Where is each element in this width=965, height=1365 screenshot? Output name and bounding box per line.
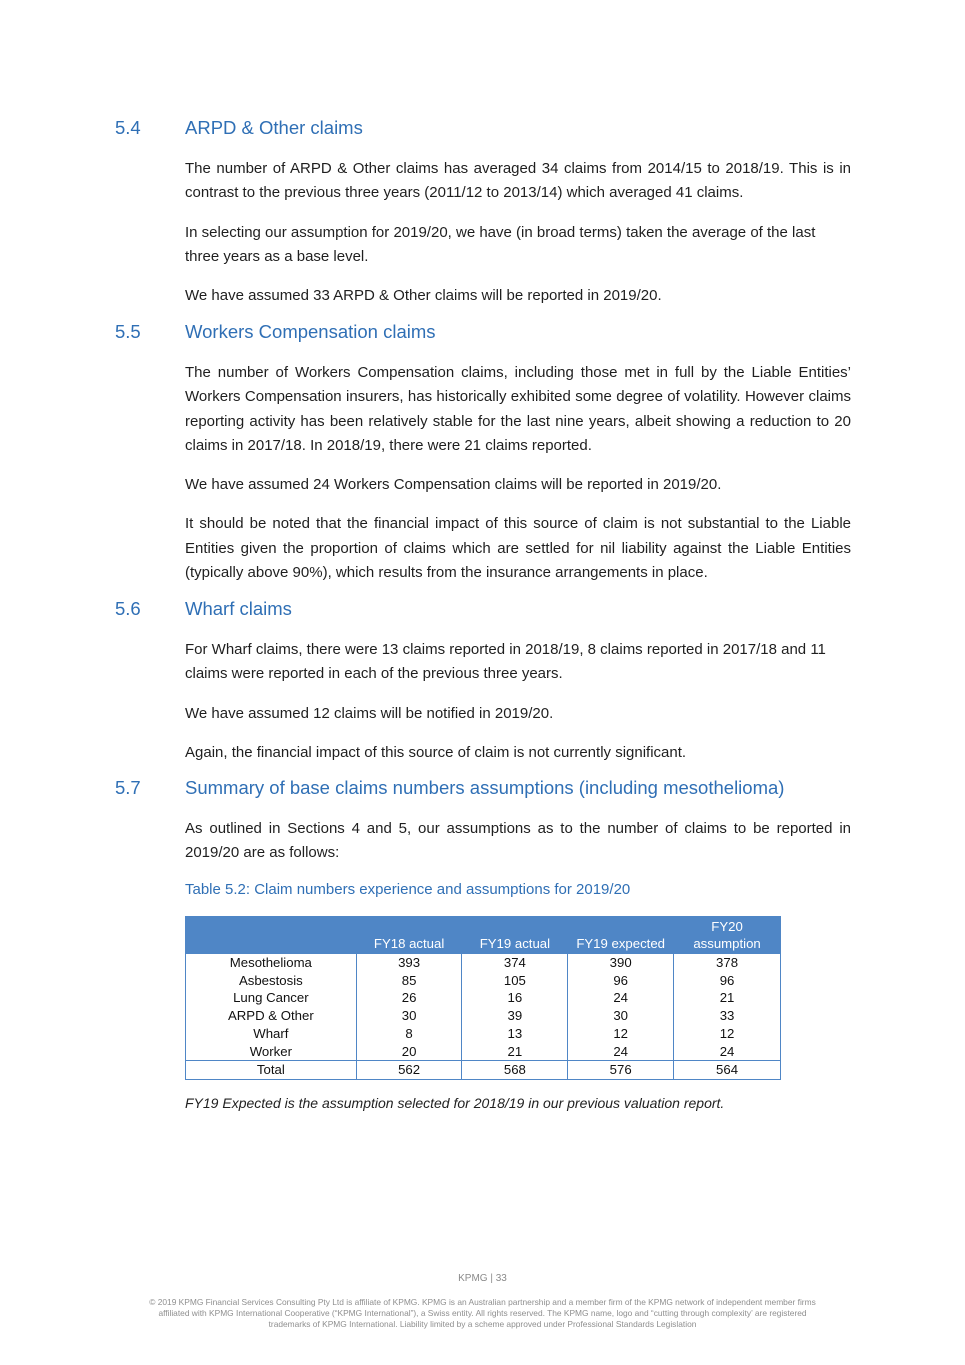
section-title: ARPD & Other claims bbox=[185, 117, 363, 138]
section-number: 5.7 bbox=[115, 777, 141, 798]
paragraph: We have assumed 33 ARPD & Other claims will be reported in 2019/20. bbox=[185, 287, 662, 305]
table-row bbox=[186, 1007, 781, 1025]
paragraph: Again, the financial impact of this source of claim is not currently significant. bbox=[185, 743, 687, 761]
copyright-notice bbox=[110, 1297, 855, 1331]
cell: 24 bbox=[674, 1043, 781, 1061]
cell: 26 bbox=[356, 989, 462, 1007]
section-heading bbox=[0, 321, 965, 347]
section-5-4 bbox=[0, 117, 965, 323]
section-5-6 bbox=[0, 598, 965, 780]
paragraph: The number of ARPD & Other claims has averaged 34 claims from 2014/15 to 2018/19. This is in contrast to the previous three years (2011/12 to 2013/14) which averaged 41 claims. bbox=[185, 160, 851, 202]
paragraph: As outlined in Sections 4 and 5, our assumptions as to the number of claims to be reported in 2019/20 are as follows: bbox=[185, 820, 851, 862]
cell: 390 bbox=[568, 954, 674, 972]
header-cell-category bbox=[186, 916, 357, 954]
copyright-line: affiliated with KPMG International Cooperative (“KPMG International”), a Swiss entity. All rights reserved. The KPMG name, logo and “cutting through complexity’ are registered bbox=[158, 1308, 807, 1319]
cell: 21 bbox=[462, 1043, 568, 1061]
header-cell-fy19-actual: FY19 actual bbox=[462, 916, 568, 954]
header-fy20-line1: FY20 bbox=[711, 919, 743, 934]
cell: 20 bbox=[356, 1043, 462, 1061]
cell: 13 bbox=[462, 1025, 568, 1043]
paragraph: The number of Workers Compensation claims, including those met in full by the Liable Entities’ Workers Compensation insurers, has historically exhibited some degree of volatility. However claims reporting activity has been relatively stable for the last nine years, albeit showing a reduction to 20 claims in 2017/18. In 2018/19, there were 21 claims reported. bbox=[185, 364, 851, 454]
cell: 21 bbox=[674, 989, 781, 1007]
header-fy20-line2: assumption bbox=[693, 936, 761, 951]
cell: 562 bbox=[356, 1061, 462, 1080]
cell: 30 bbox=[356, 1007, 462, 1025]
header-cell-fy19-expected: FY19 expected bbox=[568, 916, 674, 954]
row-label: Worker bbox=[186, 1043, 357, 1061]
table-row bbox=[186, 989, 781, 1007]
table-row bbox=[186, 972, 781, 990]
table-footnote: FY19 Expected is the assumption selected for 2018/19 in our previous valuation report. bbox=[185, 1095, 725, 1111]
cell: 16 bbox=[462, 989, 568, 1007]
cell: 564 bbox=[674, 1061, 781, 1080]
cell: 378 bbox=[674, 954, 781, 972]
row-label: Wharf bbox=[186, 1025, 357, 1043]
cell: 105 bbox=[462, 972, 568, 990]
cell: 85 bbox=[356, 972, 462, 990]
row-label: ARPD & Other bbox=[186, 1007, 357, 1025]
cell: 393 bbox=[356, 954, 462, 972]
row-label: Lung Cancer bbox=[186, 989, 357, 1007]
cell: 96 bbox=[568, 972, 674, 990]
row-label: Total bbox=[186, 1061, 357, 1080]
section-number: 5.4 bbox=[115, 117, 141, 138]
cell: 374 bbox=[462, 954, 568, 972]
section-title: Workers Compensation claims bbox=[185, 321, 436, 342]
section-5-5 bbox=[0, 321, 965, 600]
cell: 12 bbox=[674, 1025, 781, 1043]
section-5-7 bbox=[0, 777, 965, 898]
cell: 8 bbox=[356, 1025, 462, 1043]
table-row bbox=[186, 1025, 781, 1043]
paragraph: We have assumed 24 Workers Compensation claims will be reported in 2019/20. bbox=[185, 476, 722, 494]
paragraph: In selecting our assumption for 2019/20, we have (in broad terms) taken the average of the last three years as a base level. bbox=[185, 223, 816, 265]
section-heading bbox=[0, 777, 965, 803]
row-label: Asbestosis bbox=[186, 972, 357, 990]
cell: 568 bbox=[462, 1061, 568, 1080]
row-label: Mesothelioma bbox=[186, 954, 357, 972]
cell: 39 bbox=[462, 1007, 568, 1025]
table-header-row bbox=[186, 916, 781, 954]
cell: 24 bbox=[568, 989, 674, 1007]
table-total-row bbox=[186, 1061, 781, 1080]
cell: 33 bbox=[674, 1007, 781, 1025]
section-heading bbox=[0, 598, 965, 624]
cell: 24 bbox=[568, 1043, 674, 1061]
table-caption: Table 5.2: Claim numbers experience and assumptions for 2019/20 bbox=[185, 880, 631, 898]
cell: 30 bbox=[568, 1007, 674, 1025]
section-number: 5.5 bbox=[115, 321, 141, 342]
section-heading bbox=[0, 117, 965, 143]
table-row bbox=[186, 1043, 781, 1061]
cell: 96 bbox=[674, 972, 781, 990]
paragraph: We have assumed 12 claims will be notified in 2019/20. bbox=[185, 704, 554, 722]
paragraph: For Wharf claims, there were 13 claims reported in 2018/19, 8 claims reported in 2017/18 and 11 claims were reported in each of the previous three years. bbox=[185, 641, 826, 683]
cell: 576 bbox=[568, 1061, 674, 1080]
cell: 12 bbox=[568, 1025, 674, 1043]
claims-table bbox=[185, 916, 781, 1080]
copyright-line: © 2019 KPMG Financial Services Consulting Pty Ltd is affiliate of KPMG. KPMG is an Australian partnership and a member firm of the KPMG network of independent member firms bbox=[149, 1297, 816, 1307]
section-title: Summary of base claims numbers assumptions (including mesothelioma) bbox=[185, 777, 785, 798]
paragraph: It should be noted that the financial impact of this source of claim is not substantial to the Liable Entities given the proportion of claims which are settled for nil liability against the Liable Entities (typically above 90%), which results from the insurance arrangements in place. bbox=[185, 515, 851, 582]
section-number: 5.6 bbox=[115, 598, 141, 619]
header-cell-fy18-actual: FY18 actual bbox=[356, 916, 462, 954]
copyright-line: trademarks of KPMG International. Liability limited by a scheme approved under Professional Standards Legislation bbox=[268, 1319, 697, 1330]
page-number: KPMG | 33 bbox=[458, 1273, 507, 1284]
header-cell-fy20-assumption bbox=[674, 916, 781, 954]
section-title: Wharf claims bbox=[185, 598, 292, 619]
table-row bbox=[186, 954, 781, 972]
